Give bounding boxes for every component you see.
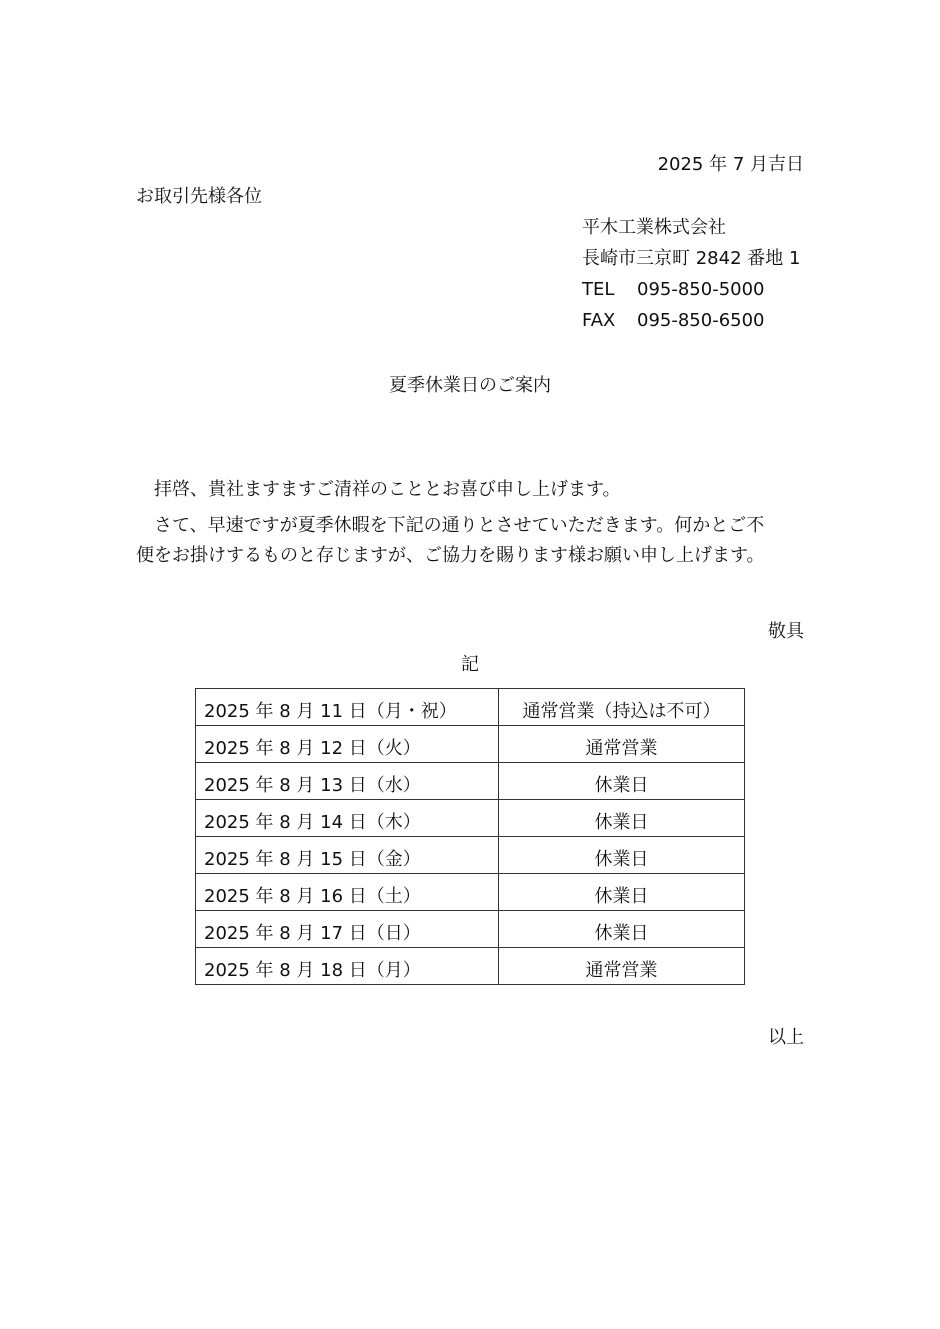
schedule-date: 2025 年 8 月 16 日（土） <box>196 874 499 911</box>
table-row <box>196 837 745 874</box>
schedule-date: 2025 年 8 月 11 日（月・祝） <box>196 689 499 726</box>
schedule-date: 2025 年 8 月 15 日（金） <box>196 837 499 874</box>
table-row <box>196 874 745 911</box>
schedule-status: 通常営業 <box>499 948 745 985</box>
table-row <box>196 763 745 800</box>
schedule-date: 2025 年 8 月 12 日（火） <box>196 726 499 763</box>
notice-line-2: 便をお掛けするものと存じますが、ご協力を賜ります様お願い申し上げます。 <box>136 545 765 566</box>
schedule-date: 2025 年 8 月 14 日（木） <box>196 800 499 837</box>
table-row <box>196 948 745 985</box>
table-row <box>196 726 745 763</box>
schedule-status: 休業日 <box>499 911 745 948</box>
schedule-date: 2025 年 8 月 17 日（日） <box>196 911 499 948</box>
table-row <box>196 689 745 726</box>
table-row <box>196 911 745 948</box>
schedule-status: 通常営業（持込は不可） <box>499 689 745 726</box>
schedule-status: 休業日 <box>499 763 745 800</box>
tel-number: 095-850-5000 <box>637 279 765 300</box>
ki-heading: 記 <box>461 654 479 675</box>
schedule-status: 休業日 <box>499 837 745 874</box>
sender-company: 平木工業株式会社 <box>582 217 726 238</box>
notice-line-1: さて、早速ですが夏季休暇を下記の通りとさせていただきます。何かとご不 <box>154 515 765 536</box>
greeting-paragraph: 拝啓、貴社ますますご清祥のこととお喜び申し上げます。 <box>154 479 621 500</box>
letter-date: 2025 年 7 月吉日 <box>657 154 804 175</box>
end-mark: 以上 <box>768 1027 804 1048</box>
addressee: お取引先様各位 <box>136 186 262 207</box>
holiday-schedule-table <box>195 688 745 985</box>
sender-fax <box>582 312 800 343</box>
sender-tel <box>582 281 800 312</box>
schedule-status: 通常営業 <box>499 726 745 763</box>
schedule-status: 休業日 <box>499 874 745 911</box>
sender-address: 長崎市三京町 2842 番地 1 <box>582 248 801 269</box>
schedule-date: 2025 年 8 月 18 日（月） <box>196 948 499 985</box>
closing-word: 敬具 <box>768 621 804 642</box>
schedule-status: 休業日 <box>499 800 745 837</box>
fax-label: FAX <box>582 310 616 331</box>
table-row <box>196 800 745 837</box>
document-title: 夏季休業日のご案内 <box>389 375 551 396</box>
tel-label: TEL <box>582 279 615 300</box>
schedule-date: 2025 年 8 月 13 日（水） <box>196 763 499 800</box>
sender-block <box>582 219 800 343</box>
fax-number: 095-850-6500 <box>637 310 765 331</box>
